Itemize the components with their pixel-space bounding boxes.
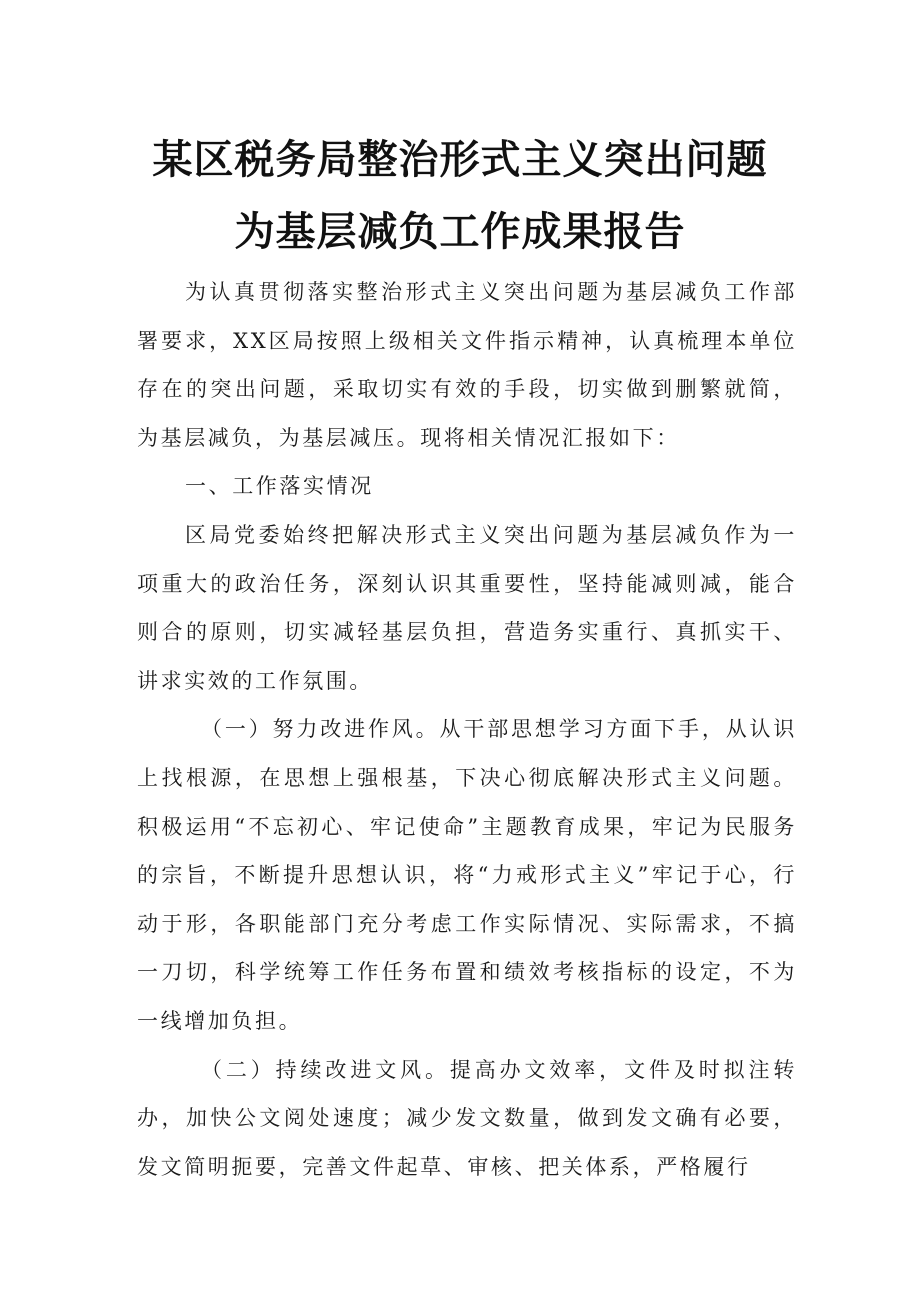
section-heading-work-implementation: 一、工作落实情况	[185, 474, 374, 499]
document-title-line-1: 某区税务局整治形式主义突出问题	[152, 137, 768, 183]
subsection-improve-work-style: （一）努力改进作风。从干部思想学习方面下手，从认识上找根源，在思想上强根基，下决心彻底解决形式主义问题。积极运用“不忘初心、牢记使命”主题教育成果，牢记为民服务的宗旨，不断提升思想认识，将“力戒形式主义”牢记于心，行动于形，各职能部门充分考虑工作实际情况、实际需求，不搞一刀切，科学统筹工作任务布置和绩效考核指标的设定，不为一线增加负担。	[137, 717, 797, 1033]
subsection-improve-writing-style: （二）持续改进文风。提高办文效率，文件及时拟注转办，加快公文阅处速度；减少发文数量，做到发文确有必要，发文简明扼要，完善文件起草、审核、把关体系，严格履行	[137, 1057, 797, 1179]
overview-paragraph: 区局党委始终把解决形式主义突出问题为基层减负作为一项重大的政治任务，深刻认识其重要性，坚持能减则减，能合则合的原则，切实减轻基层负担，营造务实重行、真抓实干、讲求实效的工作氛围。	[137, 522, 797, 693]
document-title-line-2: 为基层减负工作成果报告	[234, 209, 686, 255]
intro-paragraph: 为认真贯彻落实整治形式主义突出问题为基层减负工作部署要求，XX区局按照上级相关文件指示精神，认真梳理本单位存在的突出问题，采取切实有效的手段，切实做到删繁就简，为基层减负，为基层减压。现将相关情况汇报如下：	[137, 280, 797, 450]
document-body	[137, 268, 797, 1191]
